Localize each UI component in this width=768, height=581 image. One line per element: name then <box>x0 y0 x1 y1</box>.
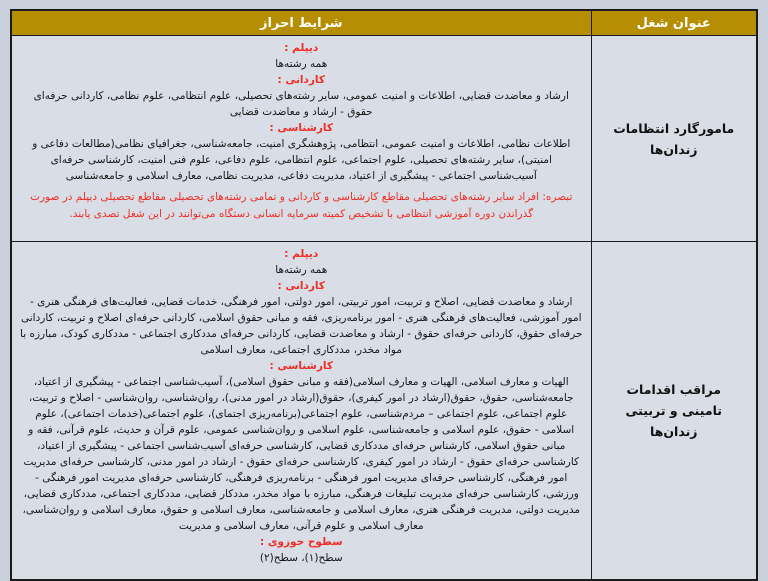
table-row <box>11 242 757 581</box>
hawza-levels: سطح(۱)، سطح(۲) <box>259 552 343 564</box>
table-row <box>11 36 757 242</box>
header-row <box>11 10 757 36</box>
column-header-requirements: شرایط احراز <box>11 10 591 36</box>
requirements-cell-prison-guard <box>11 36 591 242</box>
requirements-cell-correctional-supervisor <box>11 242 591 581</box>
associate-majors: ارشاد و معاضدت قضایی، اصلاح و تربیت، امور تربیتی، امور دولتی، امور فرهنگی، خدمات قضایی، فعالیت‌های فرهنگی هنری - امور آموزشی، فعالیت‌های فرهنگی هنری - امور برنامه‌ریزی، فقه و مبانی حقوق اسلامی، کاردانی حرفه‌ای اصلاح و تربیت، کاردانی حرفه‌ای حقوق، کاردانی حرفه‌ای حقوق - ارشاد و معاضدت قضایی، کاردانی حرفه‌ای مددکاری اجتماعی - مددکاری کودک، مبارزه با مواد مخدر، مددکاری اجتماعی، معارف اسلامی <box>20 296 583 356</box>
note-text: تبصره: افراد سایر رشته‌های تحصیلی مقاطع کارشناسی و کاردانی و تمامی رشته‌های تحصیلی مقاطع تحصیلی دیپلم در صورت گذراندن دوره آموزشی انتظامی با تشخیص کمیته سرمایه انسانی دستگاه می‌توانند در این شغل تصدی یابند. <box>30 191 573 220</box>
bachelor-majors: اطلاعات نظامی، اطلاعات و امنیت عمومی، انتظامی، پژوهشگری امنیت، جامعه‌شناسی، جغرافیای نظامی(مطالعات دفاعی و امنیتی)، سایر رشته‌های تحصیلی، علوم اجتماعی، علوم انتظامی، علوم دفاعی، علوم فنی امنیت، کارشناسی حرفه‌ای آسیب‌شناسی اجتماعی - پیشگیری از اعتیاد، مدیریت دفاعی، مدیریت نظامی، معارف اسلامی و جامعه‌شناسی <box>32 138 571 182</box>
job-title-correctional-supervisor: مراقب اقدامات تامینی و تربیتی زندان‌ها <box>591 242 757 581</box>
diploma-majors: همه رشته‌ها <box>275 264 328 276</box>
hawza-levels-label: سطوح حوزوی : <box>259 536 343 548</box>
diploma-majors: همه رشته‌ها <box>275 58 328 70</box>
bachelor-label: کارشناسی : <box>269 122 333 134</box>
diploma-label: دیپلم : <box>284 248 319 260</box>
associate-label: کاردانی : <box>277 280 325 292</box>
bachelor-label: کارشناسی : <box>269 360 333 372</box>
associate-label: کاردانی : <box>277 74 325 86</box>
job-requirements-table <box>10 9 758 581</box>
job-title-prison-guard: مامورگارد انتظامات زندان‌ها <box>591 36 757 242</box>
associate-majors: ارشاد و معاضدت قضایی، اطلاعات و امنیت عمومی، سایر رشته‌های تحصیلی، علوم انتظامی، علوم نظامی، کاردانی حرفه‌ای حقوق - ارشاد و معاضدت قضایی <box>33 90 569 118</box>
diploma-label: دیپلم : <box>284 42 319 54</box>
column-header-job-title: عنوان شغل <box>591 10 757 36</box>
bachelor-majors: الهیات و معارف اسلامی، الهیات و معارف اسلامی(فقه و مبانی حقوق اسلامی)، آسیب‌شناسی اجتماعی - پیشگیری از اعتیاد، جامعه‌شناسی، حقوق، حقوق(ارشاد در امور کیفری)، حقوق(ارشاد در امور مدنی)، روان‌شناسی، روان‌شناسی - اصلاح و تربیت، علوم اجتماعی، علوم اجتماعی – مردم‌شناسی، علوم اجتماعی(برنامه‌ریزی اجتمای)، علوم اجتماعی(خدمات اجتماعی)، علوم اسلامی - حقوق، علوم اسلامی و جامعه‌شناسی، علوم اسلامی و روان‌شناسی عمومی، علوم قرآن و حدیث، علوم قرآنی، فقه و مبانی حقوق اسلامی، کارشناس حرفه‌ای مددکاری قضایی، کارشناسی حرفه‌ای آسیب‌شناسی اجتماعی - پیشگیری از اعتیاد، کارشناسی حرفه‌ای حقوق - ارشاد در امور کیفری، کارشناسی حرفه‌ای حقوق - ارشاد در امور مدنی، کارشناسی حرفه‌ای مدیریت امور فرهنگی، کارشناسی حرفه‌ای مدیریت امور فرهنگی - برنامه‌ریزی فرهنگی، کارشناسی حرفه‌ای مدیریت امور فرهنگی - ورزشی، کارشناسی حرفه‌ای مدیریت تبلیغات فرهنگی، مبارزه با مواد مخدر، مددکار قضایی، مددکاری اجتماعی، مددکاری قضایی، مدیریت دولتی، مدیریت فرهنگی هنری، معارف اسلامی و جامعه‌شناسی، معارف اسلامی و حقوق، معارف اسلامی و روان‌شناسی، معارف اسلامی و علوم قرآنی، معارف اسلامی و مدیریت <box>22 376 581 532</box>
